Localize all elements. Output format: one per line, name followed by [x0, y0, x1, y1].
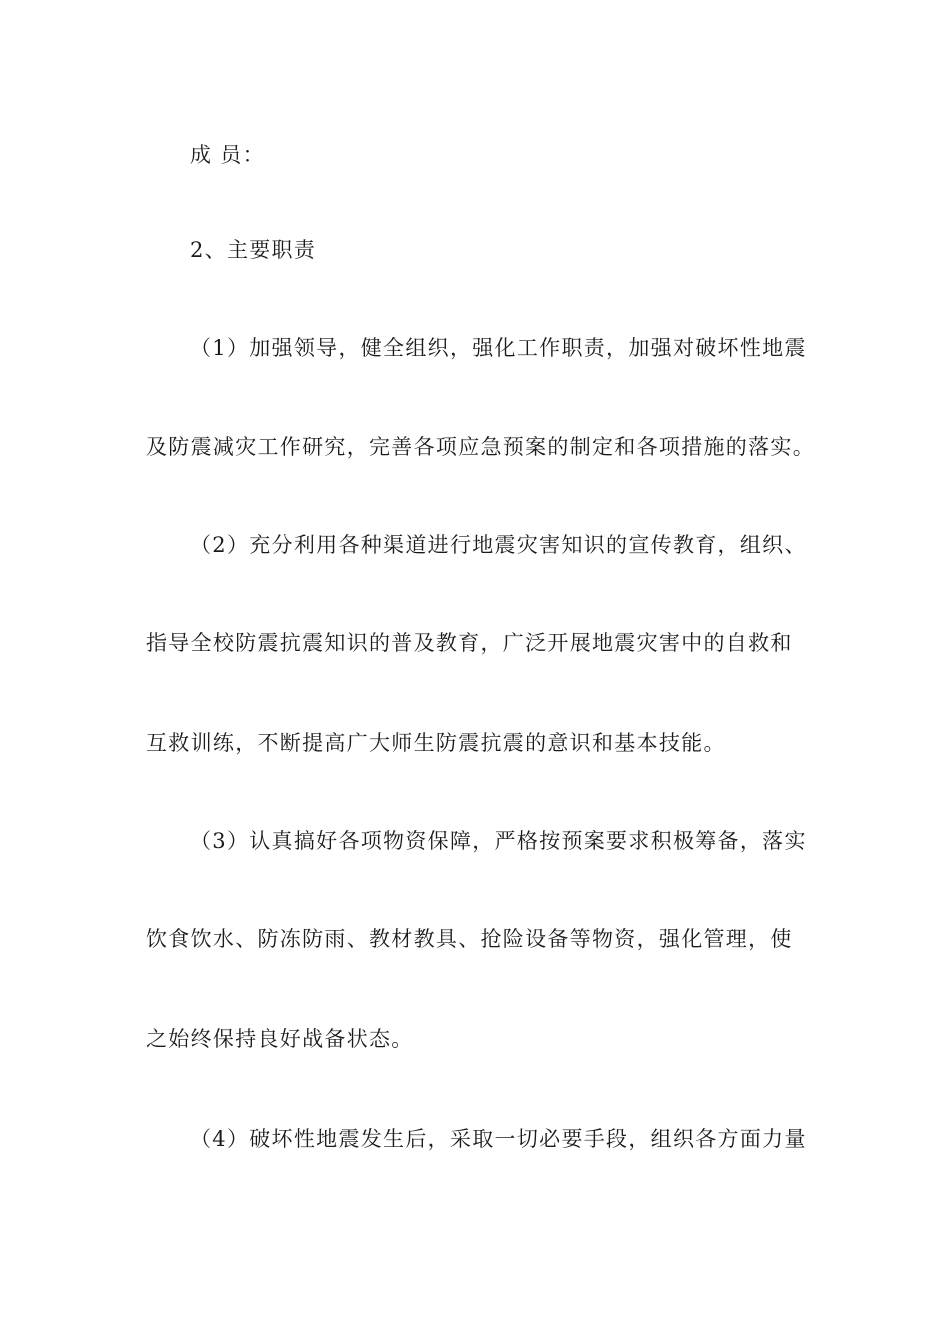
item1-line1: （1）加强领导，健全组织，强化工作职责，加强对破坏性地震 — [190, 336, 807, 360]
item3-line1: （3）认真搞好各项物资保障，严格按预案要求积极筹备，落实 — [190, 829, 807, 853]
item2-line3: 互救训练，不断提高广大师生防震抗震的意识和基本技能。 — [146, 731, 726, 755]
item2-line1: （2）充分利用各种渠道进行地震灾害知识的宣传教育，组织、 — [190, 533, 807, 557]
section-heading: 2、主要职责 — [190, 238, 317, 262]
item3-line2: 饮食饮水、防冻防雨、教材教具、抢险设备等物资，强化管理，使 — [146, 927, 793, 951]
item2-line2: 指导全校防震抗震知识的普及教育，广泛开展地震灾害中的自救和 — [146, 631, 793, 655]
item4-line1: （4）破坏性地震发生后，采取一切必要手段，组织各方面力量 — [190, 1127, 807, 1151]
item1-line2: 及防震减灾工作研究，完善各项应急预案的制定和各项措施的落实。 — [146, 435, 815, 459]
item3-line3: 之始终保持良好战备状态。 — [146, 1027, 414, 1051]
members-label: 成 员： — [190, 143, 265, 167]
